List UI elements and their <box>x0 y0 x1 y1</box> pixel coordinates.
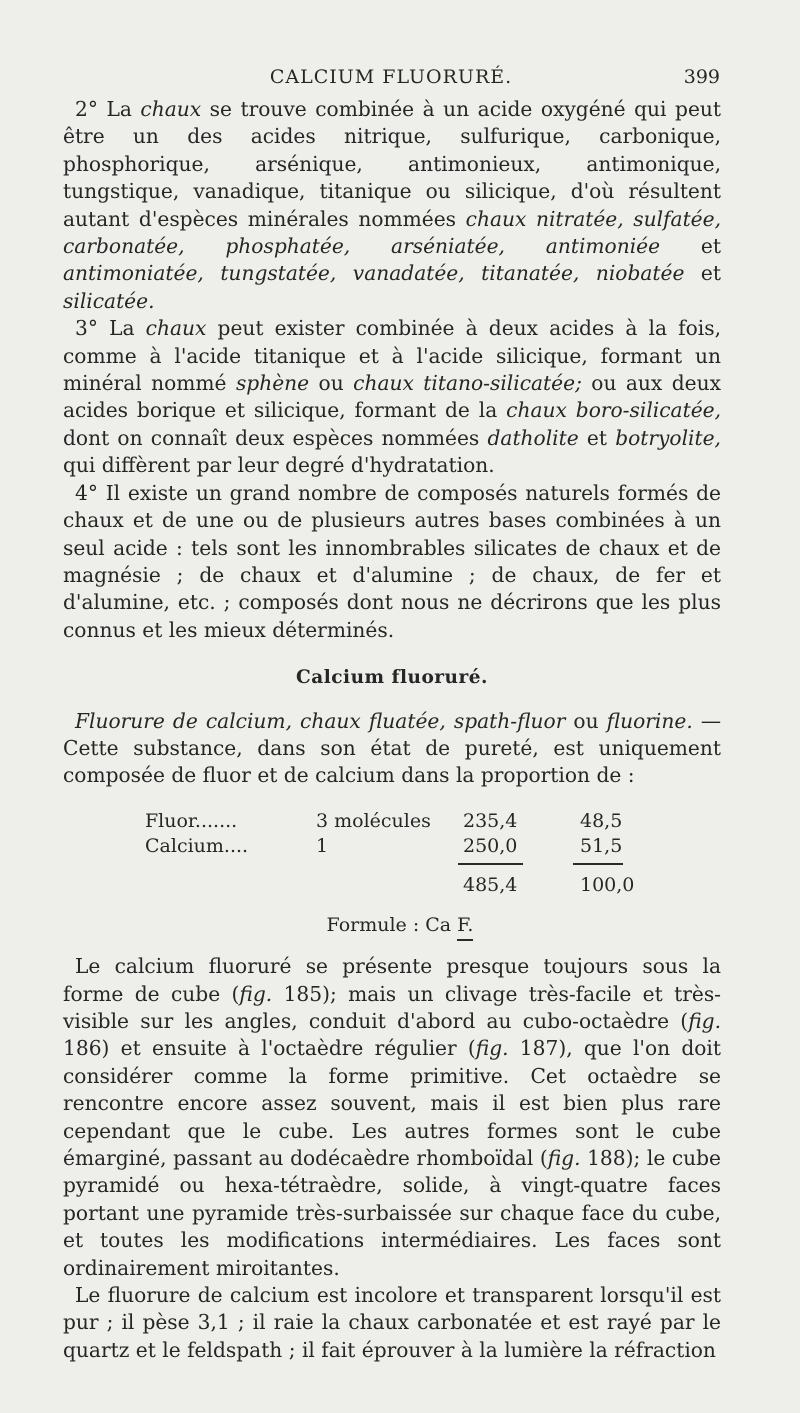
sum-rule <box>573 863 623 865</box>
paragraph-formes-cristallines <box>63 953 721 1282</box>
section-heading: Calcium fluoruré. <box>296 667 488 689</box>
molecule-count: 1 <box>316 834 329 857</box>
text-run: — Cette substance, dans son état de pureté, est uniquement composée de fluor et de calcium dans la proportion de : <box>63 708 722 788</box>
sum-rule <box>458 863 523 865</box>
paragraph-chaux-acide-oxygene <box>63 96 721 315</box>
italic-term: fluorine. <box>606 708 693 733</box>
page-body <box>63 96 721 1364</box>
text-run: peut exister combinée à deux acides à la fois, comme à l'acide titanique et à l'acide silicique, formant un minéral nommé <box>63 316 721 396</box>
text-run: 186) et ensuite à l'octaèdre régulier ( <box>63 1036 476 1061</box>
paragraph-composes-naturels: 4° Il existe un grand nombre de composés naturels formés de chaux et de une ou de plusieurs autres bases combinées à un seul acide : tels sont les innombrables silicates de chaux et de magnésie ; de chaux et d'alumine ; de chaux, de fer et d'alumine, etc. ; composés dont nous ne décrirons que les plus connus et les mieux déterminés. <box>63 480 721 642</box>
percent-value: 48,5 <box>580 809 623 832</box>
atomic-weight: 250,0 <box>463 834 518 857</box>
formula-symbol: F. <box>457 912 473 939</box>
composition-table <box>63 808 721 904</box>
text-run: se trouve combinée à un acide oxygéné qui peut être un des acides nitrique, sulfurique, carbonique, phosphorique, arsénique, antimonieux, antimonique, tungstique, vanadique, titanique ou silicique, d'où résultent autant d'espèces minérales nommées <box>63 97 721 231</box>
text-run: qui diffèrent par leur degré d'hydratation. <box>63 453 495 478</box>
italic-term: sphène <box>235 371 310 396</box>
formula-label: Formule : Ca <box>326 913 458 936</box>
text-run: ou <box>565 708 607 733</box>
text-run: et <box>660 234 721 259</box>
italic-term: antimoniatée, tungstatée, vanadatée, titanatée, niobatée <box>63 261 685 286</box>
text-run: 2° La <box>75 97 141 121</box>
total-weight: 485,4 <box>463 873 518 896</box>
italic-term: chaux boro-silicatée, <box>506 398 721 423</box>
italic-term: chaux <box>145 316 207 341</box>
text-run: 185); mais un clivage très-facile et très-visible sur les angles, conduit d'abord au cubo-octaèdre ( <box>63 981 722 1033</box>
paragraph-proprietes-physiques: Le fluorure de calcium est incolore et transparent lorsqu'il est pur ; il pèse 3,1 ; il raie la chaux carbonatée et est rayé par le quartz et le feldspath ; il fait éprouver à la lumière la réfraction <box>63 1283 721 1362</box>
text-run: 3° La <box>75 316 146 341</box>
element-name: Fluor....... <box>145 809 238 832</box>
total-percent: 100,0 <box>580 873 635 896</box>
italic-term: chaux <box>140 97 202 121</box>
page-number: 399 <box>683 66 720 88</box>
chemical-formula <box>71 912 729 939</box>
text-run: 187), que l'on doit considérer comme la forme primitive. Cet octaèdre se rencontre encore assez souvent, mais il est bien plus rare cependant que le cube. Les autres formes sont le cube émarginé, passant au dodécaèdre rhomboïdal ( <box>63 1036 721 1170</box>
atomic-weight: 235,4 <box>463 809 518 832</box>
element-name: Calcium.... <box>145 834 249 857</box>
italic-term: silicatée. <box>63 288 155 313</box>
text-run: ou <box>309 371 354 396</box>
figure-ref: fig. <box>688 1008 721 1033</box>
paragraph-fluorure-intro <box>63 708 721 790</box>
figure-ref: fig. <box>239 981 273 1006</box>
molecule-count: 3 molécules <box>316 809 431 832</box>
italic-term: chaux titano-silicatée; <box>353 371 582 396</box>
page-header <box>62 62 720 92</box>
text-run: dont on connaît deux espèces nommées <box>63 425 488 450</box>
text-run: ou aux deux acides borique et silicique, formant de la <box>63 371 721 423</box>
text-run: et <box>684 261 721 286</box>
paragraph-chaux-deux-acides <box>63 315 721 479</box>
figure-ref: fig. <box>547 1146 581 1170</box>
text-run: 188); le cube pyramidé ou hexa-tétraèdre, solide, à vingt-quatre faces portant une pyramide très-surbaissée sur chaque face du cube, et toutes les modifications intermédiaires. Les faces sont ordinairement miroitantes. <box>63 1146 721 1280</box>
italic-term: botryolite, <box>615 425 721 450</box>
percent-value: 51,5 <box>580 834 623 857</box>
running-title: CALCIUM FLUORURÉ. <box>269 66 513 88</box>
text-run: Le calcium fluoruré se présente presque toujours sous la forme de cube ( <box>63 954 721 1006</box>
italic-term: Fluorure de calcium, chaux fluatée, spath-fluor <box>75 708 566 733</box>
text-run: et <box>578 425 616 450</box>
italic-term: chaux nitratée, sulfatée, carbonatée, phosphatée, arséniatée, antimoniée <box>63 206 721 259</box>
italic-term: datholite <box>487 425 579 450</box>
figure-ref: fig. <box>475 1036 509 1061</box>
